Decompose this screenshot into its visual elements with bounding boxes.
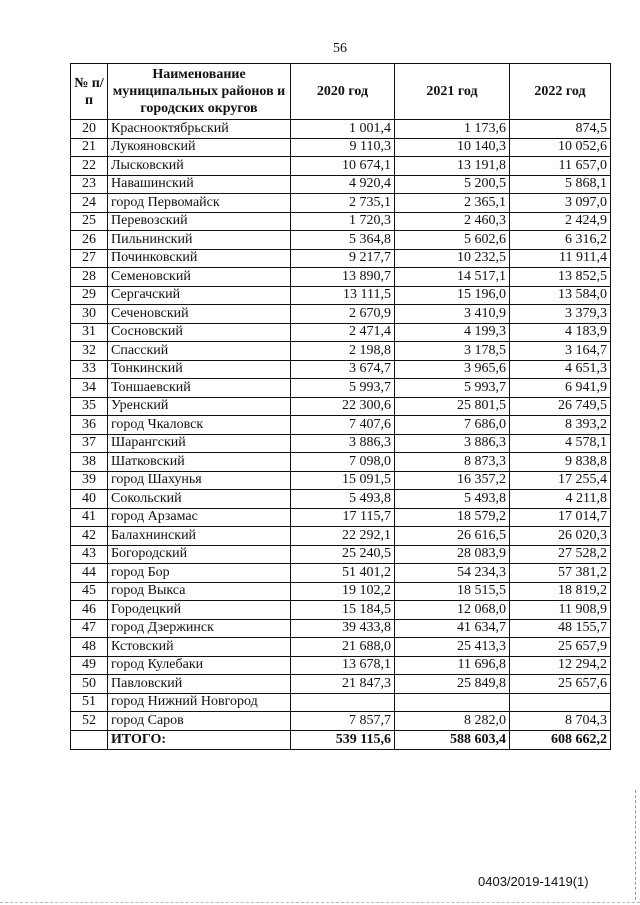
row-num: 26 (71, 231, 108, 250)
row-2020: 9 110,3 (291, 138, 395, 157)
row-2021 (395, 693, 510, 712)
table-row (71, 712, 611, 731)
row-2020: 7 857,7 (291, 712, 395, 731)
header-2021: 2021 год (395, 64, 510, 120)
row-2022: 10 052,6 (510, 138, 611, 157)
total-2021: 588 603,4 (395, 730, 510, 749)
row-2020: 39 433,8 (291, 619, 395, 638)
row-name: город Первомайск (108, 194, 291, 213)
row-2020: 17 115,7 (291, 508, 395, 527)
row-2021: 12 068,0 (395, 601, 510, 620)
table-row (71, 508, 611, 527)
row-num: 52 (71, 712, 108, 731)
row-num: 45 (71, 582, 108, 601)
row-num: 44 (71, 564, 108, 583)
row-2021: 5 993,7 (395, 379, 510, 398)
row-name: Перевозский (108, 212, 291, 231)
row-2020: 19 102,2 (291, 582, 395, 601)
table-row (71, 231, 611, 250)
table-row (71, 638, 611, 657)
table-row (71, 138, 611, 157)
row-2021: 54 234,3 (395, 564, 510, 583)
row-2022: 26 020,3 (510, 527, 611, 546)
row-2021: 3 178,5 (395, 342, 510, 361)
row-2020: 13 678,1 (291, 656, 395, 675)
row-2020: 3 674,7 (291, 360, 395, 379)
row-2022: 17 255,4 (510, 471, 611, 490)
row-num: 27 (71, 249, 108, 268)
row-name: Починковский (108, 249, 291, 268)
row-2022: 8 704,3 (510, 712, 611, 731)
row-num: 35 (71, 397, 108, 416)
row-num: 49 (71, 656, 108, 675)
row-name: Навашинский (108, 175, 291, 194)
row-name: город Нижний Новгород (108, 693, 291, 712)
row-num: 24 (71, 194, 108, 213)
row-num: 31 (71, 323, 108, 342)
row-2021: 10 232,5 (395, 249, 510, 268)
table-body (71, 120, 611, 731)
table-row (71, 268, 611, 287)
row-2021: 3 965,6 (395, 360, 510, 379)
table-row (71, 545, 611, 564)
total-2020: 539 115,6 (291, 730, 395, 749)
row-2021: 13 191,8 (395, 157, 510, 176)
row-num: 33 (71, 360, 108, 379)
row-num: 22 (71, 157, 108, 176)
row-num: 51 (71, 693, 108, 712)
row-2021: 7 686,0 (395, 416, 510, 435)
row-num: 29 (71, 286, 108, 305)
row-num: 41 (71, 508, 108, 527)
table-row (71, 249, 611, 268)
header-name: Наименование муниципальных районов и городских округов (108, 64, 291, 120)
row-num: 36 (71, 416, 108, 435)
row-2020: 2 471,4 (291, 323, 395, 342)
row-2022: 3 379,3 (510, 305, 611, 324)
row-2020: 5 364,8 (291, 231, 395, 250)
row-name: город Арзамас (108, 508, 291, 527)
row-2020 (291, 693, 395, 712)
table-row (71, 323, 611, 342)
row-name: Шатковский (108, 453, 291, 472)
row-2022: 6 941,9 (510, 379, 611, 398)
row-name: Пильнинский (108, 231, 291, 250)
row-2022: 3 164,7 (510, 342, 611, 361)
row-2022: 4 651,3 (510, 360, 611, 379)
table-row (71, 194, 611, 213)
total-label: ИТОГО: (108, 730, 291, 749)
row-name: Лукояновский (108, 138, 291, 157)
row-2022: 4 211,8 (510, 490, 611, 509)
row-num: 48 (71, 638, 108, 657)
row-2022: 3 097,0 (510, 194, 611, 213)
table-row (71, 175, 611, 194)
table-header-row (71, 64, 611, 120)
row-2020: 1 720,3 (291, 212, 395, 231)
row-2020: 2 735,1 (291, 194, 395, 213)
page-number: 56 (333, 41, 347, 56)
row-2020: 2 670,9 (291, 305, 395, 324)
row-num: 40 (71, 490, 108, 509)
row-2022: 18 819,2 (510, 582, 611, 601)
row-2021: 10 140,3 (395, 138, 510, 157)
row-num: 42 (71, 527, 108, 546)
scan-bottom-mark (0, 902, 640, 903)
row-2021: 5 493,8 (395, 490, 510, 509)
row-num: 21 (71, 138, 108, 157)
row-2022: 9 838,8 (510, 453, 611, 472)
table-row (71, 360, 611, 379)
row-2020: 13 890,7 (291, 268, 395, 287)
document-code: 0403/2019-1419(1) (478, 874, 589, 889)
row-2020: 5 993,7 (291, 379, 395, 398)
row-2022: 48 155,7 (510, 619, 611, 638)
table-row (71, 582, 611, 601)
row-2021: 25 849,8 (395, 675, 510, 694)
row-num: 30 (71, 305, 108, 324)
table-row (71, 416, 611, 435)
row-name: Сеченовский (108, 305, 291, 324)
table-row (71, 453, 611, 472)
row-2022: 8 393,2 (510, 416, 611, 435)
header-2020: 2020 год (291, 64, 395, 120)
row-2021: 5 602,6 (395, 231, 510, 250)
row-2020: 22 300,6 (291, 397, 395, 416)
row-name: город Шахунья (108, 471, 291, 490)
row-2022: 2 424,9 (510, 212, 611, 231)
row-2022: 12 294,2 (510, 656, 611, 675)
row-name: Уренский (108, 397, 291, 416)
row-2020: 25 240,5 (291, 545, 395, 564)
row-name: город Бор (108, 564, 291, 583)
row-name: город Выкса (108, 582, 291, 601)
row-2022: 27 528,2 (510, 545, 611, 564)
row-2021: 26 616,5 (395, 527, 510, 546)
total-num-cell (71, 730, 108, 749)
scan-edge-mark (635, 790, 638, 900)
row-2021: 5 200,5 (395, 175, 510, 194)
row-2022: 4 578,1 (510, 434, 611, 453)
header-num: № п/п (71, 64, 108, 120)
row-2020: 1 001,4 (291, 120, 395, 139)
row-name: Балахнинский (108, 527, 291, 546)
row-name: Сосновский (108, 323, 291, 342)
row-2022: 4 183,9 (510, 323, 611, 342)
row-num: 37 (71, 434, 108, 453)
row-2020: 51 401,2 (291, 564, 395, 583)
row-2020: 4 920,4 (291, 175, 395, 194)
row-2020: 7 098,0 (291, 453, 395, 472)
row-2021: 25 413,3 (395, 638, 510, 657)
row-num: 20 (71, 120, 108, 139)
row-2020: 13 111,5 (291, 286, 395, 305)
row-2022 (510, 693, 611, 712)
row-2020: 2 198,8 (291, 342, 395, 361)
row-name: город Дзержинск (108, 619, 291, 638)
table-row (71, 656, 611, 675)
row-name: Лысковский (108, 157, 291, 176)
row-2021: 1 173,6 (395, 120, 510, 139)
row-num: 47 (71, 619, 108, 638)
table-row (71, 397, 611, 416)
row-2021: 15 196,0 (395, 286, 510, 305)
row-name: город Кулебаки (108, 656, 291, 675)
row-2022: 57 381,2 (510, 564, 611, 583)
row-name: Тонкинский (108, 360, 291, 379)
header-2022: 2022 год (510, 64, 611, 120)
row-2020: 22 292,1 (291, 527, 395, 546)
row-num: 46 (71, 601, 108, 620)
total-2022: 608 662,2 (510, 730, 611, 749)
table-row (71, 619, 611, 638)
row-2021: 28 083,9 (395, 545, 510, 564)
row-2021: 8 873,3 (395, 453, 510, 472)
row-2021: 2 460,3 (395, 212, 510, 231)
table-row (71, 120, 611, 139)
table-row (71, 305, 611, 324)
row-num: 43 (71, 545, 108, 564)
table-row (71, 434, 611, 453)
table-row (71, 379, 611, 398)
row-2020: 3 886,3 (291, 434, 395, 453)
table-row (71, 490, 611, 509)
row-2022: 13 852,5 (510, 268, 611, 287)
row-num: 39 (71, 471, 108, 490)
row-2022: 11 911,4 (510, 249, 611, 268)
row-2020: 9 217,7 (291, 249, 395, 268)
row-2020: 7 407,6 (291, 416, 395, 435)
row-num: 32 (71, 342, 108, 361)
table-row (71, 471, 611, 490)
row-num: 23 (71, 175, 108, 194)
row-num: 50 (71, 675, 108, 694)
row-2020: 15 184,5 (291, 601, 395, 620)
row-2020: 10 674,1 (291, 157, 395, 176)
row-2022: 17 014,7 (510, 508, 611, 527)
table-row (71, 157, 611, 176)
row-2022: 5 868,1 (510, 175, 611, 194)
row-2021: 2 365,1 (395, 194, 510, 213)
row-2020: 21 847,3 (291, 675, 395, 694)
row-2022: 6 316,2 (510, 231, 611, 250)
row-name: Богородский (108, 545, 291, 564)
row-name: Краснооктябрьский (108, 120, 291, 139)
row-num: 28 (71, 268, 108, 287)
row-2022: 11 657,0 (510, 157, 611, 176)
row-name: город Саров (108, 712, 291, 731)
row-name: Тоншаевский (108, 379, 291, 398)
row-2021: 11 696,8 (395, 656, 510, 675)
row-2022: 11 908,9 (510, 601, 611, 620)
row-2021: 41 634,7 (395, 619, 510, 638)
row-name: Семеновский (108, 268, 291, 287)
row-2021: 3 410,9 (395, 305, 510, 324)
row-2021: 25 801,5 (395, 397, 510, 416)
table-row (71, 212, 611, 231)
row-2021: 8 282,0 (395, 712, 510, 731)
table-row (71, 527, 611, 546)
row-name: Кстовский (108, 638, 291, 657)
row-2021: 3 886,3 (395, 434, 510, 453)
table-row (71, 564, 611, 583)
row-2022: 874,5 (510, 120, 611, 139)
row-name: Шарангский (108, 434, 291, 453)
row-2020: 5 493,8 (291, 490, 395, 509)
row-2022: 25 657,6 (510, 675, 611, 694)
budget-table (70, 63, 611, 750)
total-row (71, 730, 611, 749)
row-2021: 18 579,2 (395, 508, 510, 527)
table-row (71, 286, 611, 305)
row-num: 38 (71, 453, 108, 472)
row-name: Сокольский (108, 490, 291, 509)
row-name: Сергачский (108, 286, 291, 305)
row-2022: 26 749,5 (510, 397, 611, 416)
row-2021: 4 199,3 (395, 323, 510, 342)
row-2021: 14 517,1 (395, 268, 510, 287)
row-name: Павловский (108, 675, 291, 694)
row-2021: 16 357,2 (395, 471, 510, 490)
table-row (71, 693, 611, 712)
row-2020: 15 091,5 (291, 471, 395, 490)
row-2021: 18 515,5 (395, 582, 510, 601)
row-name: город Чкаловск (108, 416, 291, 435)
table-row (71, 601, 611, 620)
table-row (71, 342, 611, 361)
row-num: 25 (71, 212, 108, 231)
row-2022: 13 584,0 (510, 286, 611, 305)
table-row (71, 675, 611, 694)
row-num: 34 (71, 379, 108, 398)
row-2022: 25 657,9 (510, 638, 611, 657)
row-name: Спасский (108, 342, 291, 361)
row-2020: 21 688,0 (291, 638, 395, 657)
row-name: Городецкий (108, 601, 291, 620)
